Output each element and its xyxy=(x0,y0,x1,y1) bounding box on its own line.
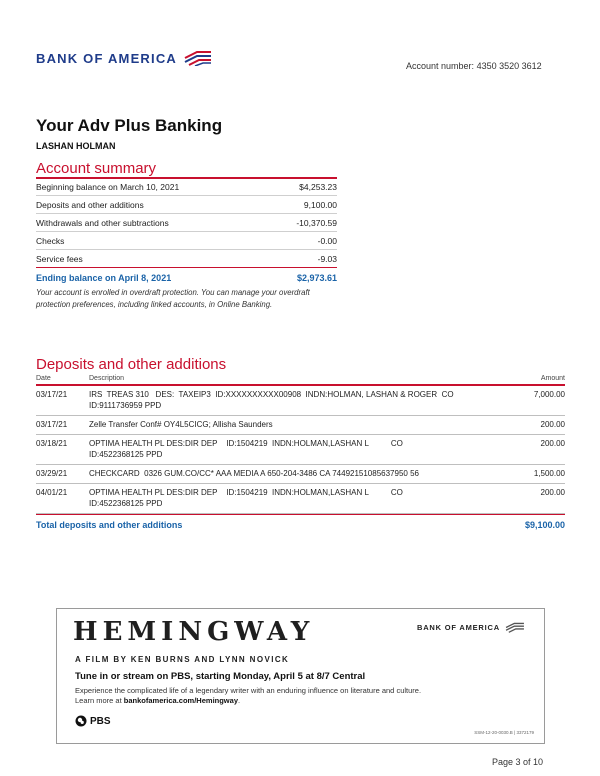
account-number: Account number: 4350 3520 3612 xyxy=(406,61,542,71)
ad-code: SSM-12-20-0030.B | 3372179 xyxy=(474,730,534,735)
table-row: 03/17/21 IRS TREAS 310 DES: TAXEIP3 ID:XXXXXXXXXX00908 INDN:HOLMAN, LASHAN & ROGER CO ID:9111736959 PPD 7,000.00 xyxy=(36,386,565,416)
ad-subtitle: A FILM BY KEN BURNS AND LYNN NOVICK xyxy=(75,655,290,664)
overdraft-note: Your account is enrolled in overdraft protection. You can manage your overdraft protection preferences, including linked accounts, in Online Banking. xyxy=(36,288,310,309)
deposits-heading: Deposits and other additions xyxy=(36,356,227,373)
pbs-logo: PBS xyxy=(75,715,111,727)
account-summary-table xyxy=(36,177,337,287)
ending-balance-row: Ending balance on April 8, 2021 $2,973.61 xyxy=(36,267,337,287)
table-row: 03/18/21 OPTIMA HEALTH PL DES:DIR DEP ID:1504219 INDN:HOLMAN,LASHAN L CO ID:4522368125 PPD 200.00 xyxy=(36,435,565,465)
ad-bank-logo: BANK OF AMERICA xyxy=(417,622,526,633)
ad-description: Experience the complicated life of a legendary writer with an enduring influence on literature and culture. xyxy=(75,686,422,695)
hemingway-ad[interactable] xyxy=(56,608,545,744)
pbs-icon xyxy=(75,715,87,727)
deposits-total-row: Total deposits and other additions $9,100.00 xyxy=(36,514,565,530)
ad-title: HEMINGWAY xyxy=(73,617,315,647)
account-holder: LASHAN HOLMAN xyxy=(36,141,116,151)
page-number: Page 3 of 10 xyxy=(492,757,544,767)
table-header: Date Description Amount xyxy=(36,372,565,386)
flag-icon xyxy=(504,622,526,633)
table-row: 03/29/21 CHECKCARD 0326 GUM.CO/CC* AAA MEDIA A 650-204-3486 CA 74492151085637950 56 1,500.00 xyxy=(36,465,565,484)
flag-icon xyxy=(183,50,213,66)
account-summary-heading: Account summary xyxy=(36,160,157,177)
bank-name: BANK OF AMERICA xyxy=(36,50,178,66)
ad-learn-more: Learn more at bankofamerica.com/Hemingway. xyxy=(75,696,241,705)
page-title: Your Adv Plus Banking xyxy=(36,116,223,135)
summary-row: Withdrawals and other subtractions -10,370.59 xyxy=(36,213,337,231)
ad-tune-in: Tune in or stream on PBS, starting Monday, April 5 at 8/7 Central xyxy=(75,671,366,682)
summary-row: Beginning balance on March 10, 2021 $4,253.23 xyxy=(36,177,337,195)
summary-row: Deposits and other additions 9,100.00 xyxy=(36,195,337,213)
summary-row: Checks -0.00 xyxy=(36,231,337,249)
table-row: 04/01/21 OPTIMA HEALTH PL DES:DIR DEP ID:1504219 INDN:HOLMAN,LASHAN L CO ID:4522368125 PPD 200.00 xyxy=(36,484,565,514)
table-row: 03/17/21 Zelle Transfer Conf# OY4L5CICG; Allisha Saunders 200.00 xyxy=(36,416,565,435)
ad-link[interactable]: bankofamerica.com/Hemingway xyxy=(123,696,238,705)
bank-logo xyxy=(36,50,213,66)
deposits-table xyxy=(36,372,565,530)
summary-row: Service fees -9.03 xyxy=(36,249,337,267)
